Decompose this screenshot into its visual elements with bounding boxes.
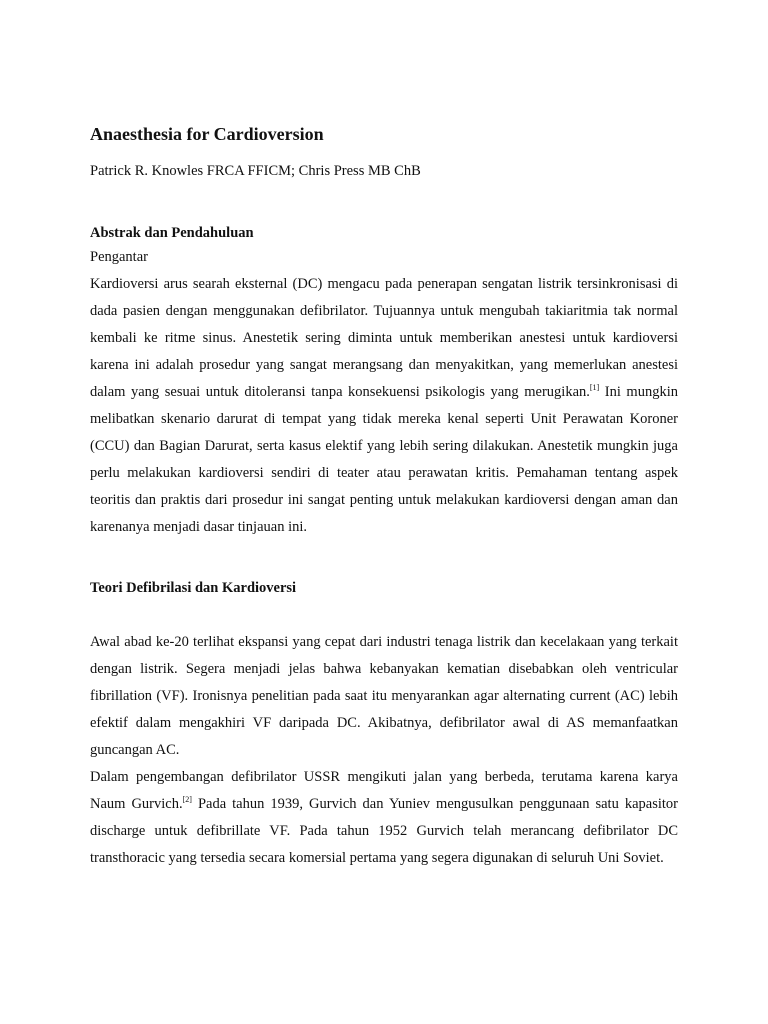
document-body — [90, 120, 678, 872]
paragraph-text: Kardioversi arus searah eksternal (DC) mengacu pada penerapan sengatan listrik tersinkronisasi di dada pasien dengan menggunakan defibrilator. Tujuannya untuk mengubah takiaritmia tak normal kembali ke ritme sinus. Anestetik sering diminta untuk memberikan anestesi untuk kardioversi karena ini adalah prosedur yang sangat merangsang dan menyakitkan, yang memerlukan anestesi dalam yang sesuai untuk ditoleransi tanpa konsekuensi psikologis yang merugikan. — [90, 276, 678, 400]
document-title: Anaesthesia for Cardioversion — [90, 124, 324, 144]
paragraph-text: Ini mungkin melibatkan skenario darurat di tempat yang tidak mereka kenal seperti Unit Perawatan Koroner (CCU) dan Bagian Darurat, serta kasus elektif yang lebih sering dilakukan. Anestetik mungkin juga perlu melakukan kardioversi sendiri di teater atau perawatan kritis. Pemahaman tentang aspek teoritis dan praktis dari prosedur ini sangat penting untuk melakukan kardioversi dengan aman dan karenanya menjadi dasar tinjauan ini. — [90, 384, 678, 535]
citation-ref-1[interactable]: [1] — [589, 383, 600, 392]
paragraph-text: Dalam pengembangan defibrilator USSR mengikuti jalan yang berbeda, terutama karena karya Naum Gurvich. — [90, 769, 678, 812]
author-line: Patrick R. Knowles FRCA FFICM; Chris Press MB ChB — [90, 163, 421, 179]
paragraph-ussr — [90, 764, 678, 872]
section-heading-abstract: Abstrak dan Pendahuluan — [90, 225, 254, 241]
subheading-pengantar: Pengantar — [90, 249, 148, 265]
section-heading-theory: Teori Defibrilasi dan Kardioversi — [90, 580, 297, 596]
paragraph-text: Pada tahun 1939, Gurvich dan Yuniev mengusulkan penggunaan satu kapasitor discharge untuk defibrillate VF. Pada tahun 1952 Gurvich telah merancang defibrilator DC transthoracic yang tersedia secara komersial pertama yang segera digunakan di seluruh Uni Soviet. — [90, 796, 678, 866]
paragraph-introduction — [90, 271, 678, 541]
paragraph-history: Awal abad ke-20 terlihat ekspansi yang cepat dari industri tenaga listrik dan kecelakaan yang terkait dengan listrik. Segera menjadi jelas bahwa kebanyakan kematian disebabkan oleh ventricular fibrillation (VF). Ironisnya penelitian pada saat itu menyarankan agar alternating current (AC) lebih efektif dalam mengakhiri VF daripada DC. Akibatnya, defibrilator awal di AS memanfaatkan guncangan AC. — [90, 634, 678, 758]
citation-ref-2[interactable]: [2] — [182, 795, 192, 804]
